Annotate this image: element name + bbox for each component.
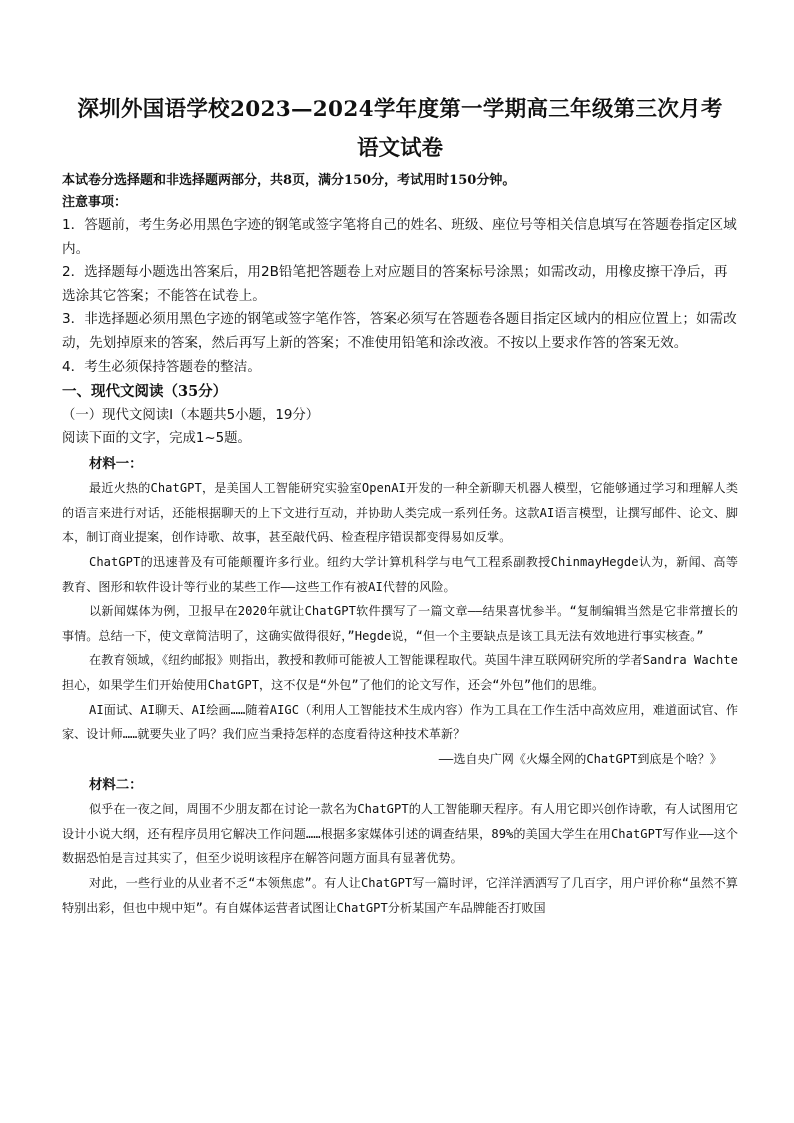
material-1-source: ——选自央广网《火爆全网的ChatGPT到底是个啥？》 [438, 751, 722, 766]
exam-title: 深圳外国语学校2023—2024学年度第一学期高三年级第三次月考 [77, 97, 723, 122]
exam-intro: 本试卷分选择题和非选择题两部分，共8页，满分150分，考试用时150分钟。 [62, 173, 516, 188]
material-1-paragraph: 最近火热的ChatGPT，是美国人工智能研究实验室OpenAI开发的一种全新聊天机器人模型，它能够通过学习和理解人类的语言来进行对话，还能根据聊天的上下文进行互动，并协助人类完成一系列任务。这款AI语言模型，让撰写邮件、论文、脚本，制订商业提案，创作诗歌、故事，甚至敲代码、检查程序错误都变得易如反掌。 [62, 481, 738, 545]
material-1-label: 材料一： [89, 456, 143, 473]
material-2-paragraph: 对此，一些行业的从业者不乏“本领焦虑”。有人让ChatGPT写一篇时评，它洋洋洒洒写了几百字，用户评价称“虽然不算特别出彩，但也中规中矩”。有自媒体运营者试图让ChatGPT分析某国产车品牌能否打败国 [62, 876, 738, 915]
material-2-paragraph: 似乎在一夜之间，周围不少朋友都在讨论一款名为ChatGPT的人工智能聊天程序。有人用它即兴创作诗歌，有人试图用它设计小说大纲，还有程序员用它解决工作问题……根据多家媒体引述的调查结果，89%的美国大学生在用ChatGPT写作业——这个数据恐怕是言过其实了，但至少说明该程序在解答问题方面具有显著优势。 [62, 802, 738, 866]
exam-subtitle: 语文试卷 [356, 136, 443, 161]
notice-item: 2．选择题每小题选出答案后，用2B铅笔把答题卷上对应题目的答案标号涂黑；如需改动，用橡皮擦干净后，再选涂其它答案；不能答在试卷上。 [62, 264, 728, 304]
material-1-paragraph: 以新闻媒体为例，卫报早在2020年就让ChatGPT软件撰写了一篇文章——结果喜忧参半。“复制编辑当然是它非常擅长的事情。总结一下，使文章简洁明了，这确实做得很好，”Hegde说，“但一个主要缺点是该工具无法有效地进行事实核查。” [62, 604, 738, 643]
subsection-title: （一）现代文阅读Ⅰ（本题共5小题，19分） [62, 408, 320, 424]
section-title: 一、现代文阅读（35分） [62, 383, 228, 401]
material-1-paragraph: 在教育领域，《纽约邮报》则指出，教授和教师可能被人工智能课程取代。英国牛津互联网研究所的学者Sandra Wachte担心，如果学生们开始使用ChatGPT，这不仅是“外包”了他们的论文写作，还会“外包”他们的思维。 [62, 653, 738, 692]
reading-instruction: 阅读下面的文字，完成1~5题。 [62, 431, 251, 447]
notice-title: 注意事项： [62, 195, 128, 210]
notice-item: 4．考生必须保持答题卷的整洁。 [62, 358, 261, 375]
notice-list [62, 214, 738, 379]
material-1-paragraph: ChatGPT的迅速普及有可能颠覆许多行业。纽约大学计算机科学与电气工程系副教授ChinmayHegde认为，新闻、高等教育、图形和软件设计等行业的某些工作——这些工作有被AI代替的风险。 [62, 554, 738, 594]
notice-item: 1．答题前，考生务必用黑色字迹的钢笔或签字笔将自己的姓名、班级、座位号等相关信息填写在答题卷指定区域内。 [62, 217, 737, 257]
material-1-paragraph: AI面试、AI聊天、AI绘画……随着AIGC（利用人工智能技术生成内容）作为工具在工作生活中高效应用，难道面试官、作家、设计师……就要失业了吗？我们应当秉持怎样的态度看待这种技术革新？ [62, 702, 738, 742]
material-2-label: 材料二： [89, 777, 143, 794]
notice-item: 3．非选择题必须用黑色字迹的钢笔或签字笔作答，答案必须写在答题卷各题目指定区域内的相应位置上；如需改动，先划掉原来的答案，然后再写上新的答案；不准使用铅笔和涂改液。不按以上要求作答的答案无效。 [62, 311, 737, 351]
